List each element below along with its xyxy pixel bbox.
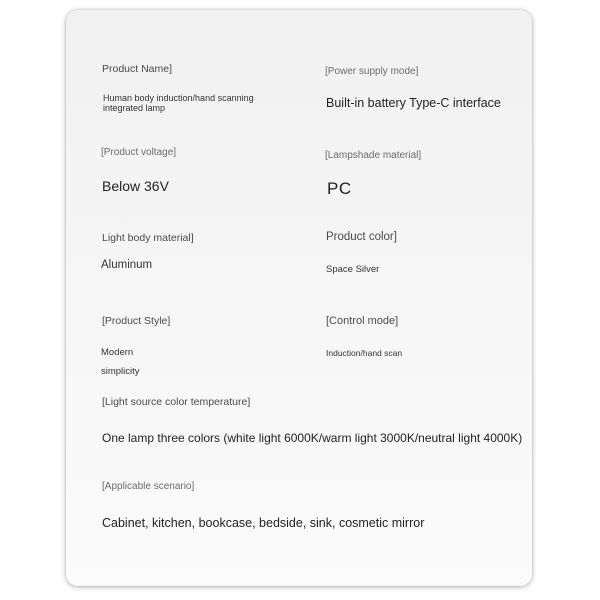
product-color-value: Space Silver — [326, 264, 380, 275]
color-temperature-label: [Light source color temperature] — [102, 396, 251, 408]
applicable-scenario-value: Cabinet, kitchen, bookcase, bedside, sink, cosmetic mirror — [102, 516, 425, 530]
product-voltage-value: Below 36V — [102, 178, 169, 194]
power-supply-label: [Power supply mode] — [325, 66, 419, 77]
product-name-value: Human body induction/hand scanning integrated lamp — [103, 93, 254, 114]
product-color-label: Product color] — [326, 231, 397, 243]
control-mode-value: Induction/hand scan — [326, 348, 403, 358]
color-temperature-value: One lamp three colors (white light 6000K/warm light 3000K/neutral light 4000K) — [102, 431, 523, 445]
product-style-value-line1: Modern — [101, 347, 134, 358]
body-material-value: Aluminum — [101, 259, 153, 271]
product-style-label: [Product Style] — [102, 315, 171, 327]
product-voltage-label: [Product voltage] — [101, 147, 177, 158]
body-material-label: Light body material] — [102, 232, 194, 244]
lampshade-material-value: PC — [327, 179, 352, 198]
control-mode-label: [Control mode] — [326, 315, 399, 327]
product-style-value-line2: simplicity — [101, 366, 140, 377]
applicable-scenario-label: [Applicable scenario] — [102, 481, 195, 492]
lampshade-material-label: [Lampshade material] — [325, 150, 422, 161]
power-supply-value: Built-in battery Type-C interface — [326, 96, 501, 110]
product-name-label: Product Name] — [102, 63, 173, 75]
